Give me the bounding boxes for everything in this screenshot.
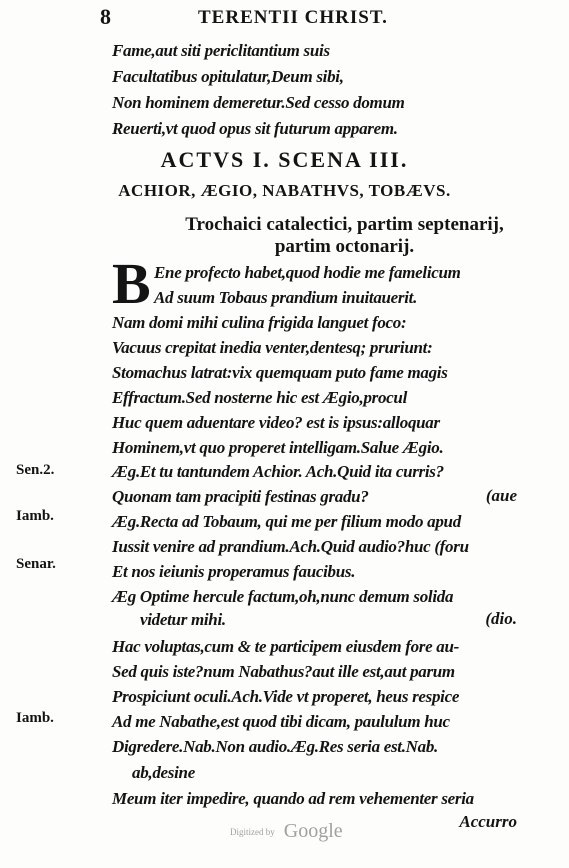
text-line: Huc quem aduentare video? est is ipsus:alloquar (112, 413, 440, 432)
margin-note: Senar. (16, 556, 56, 572)
text-line: Ene profecto habet,quod hodie me famelicum (154, 263, 461, 282)
text-line: ab,desine (132, 763, 195, 782)
text-line: Ad me Nabathe,est quod tibi dicam, paululum huc (112, 712, 450, 731)
text-line: Hac voluptas,cum & te participem eiusdem fore au- (112, 637, 459, 656)
turnover-text: (aue (485, 486, 517, 505)
digitized-watermark (230, 820, 343, 843)
digitized-label: Digitized by (230, 827, 275, 838)
text-line: Quonam tam pracipiti festinas gradu? (112, 487, 369, 506)
text-line: Et nos ieiunis properamus faucibus. (112, 562, 356, 581)
act-scene-title: ACTVS I. SCENA III. (160, 147, 409, 172)
text-line: Vacuus crepitat inedia venter,dentesq; pruriunt: (112, 338, 433, 357)
turnover-text: (dio. (485, 609, 517, 628)
text-line: Effractum.Sed nosterne hic est Ægio,procul (112, 388, 407, 407)
text-line: Æg.Recta ad Tobaum, qui me per filium modo apud (112, 512, 461, 531)
text-line: Digredere.Nab.Non audio.Æg.Res seria est.Nab. (112, 737, 439, 756)
text-line: Reuerti,vt quod opus sit futurum apparem. (112, 119, 398, 138)
margin-note: Iamb. (16, 710, 54, 726)
catchword: Accurro (459, 812, 517, 831)
text-line: Prospiciunt oculi.Ach.Vide vt properet, heus respice (112, 687, 460, 706)
page-header (0, 4, 569, 28)
text-line: Æg.Et tu tantundem Achior. Ach.Quid ita curris? (112, 462, 444, 481)
text-line: videtur mihi. (140, 610, 226, 629)
text-line: Sed quis iste?num Nabathus?aut ille est,aut parum (112, 662, 455, 681)
google-logo: Google (283, 820, 343, 842)
text-line: Æg Optime hercule factum,oh,nunc demum solida (112, 587, 454, 606)
text-line: Nam domi mihi culina frigida languet foco: (112, 313, 407, 332)
drop-cap: B (112, 251, 151, 316)
text-line: Facultatibus opitulatur,Deum sibi, (112, 67, 344, 86)
page-number: 8 (100, 4, 111, 29)
meter-note-line2: partim octonarij. (274, 236, 415, 257)
text-line: Meum iter impedire, quando ad rem vehementer seria (112, 789, 474, 808)
text-line: Fame,aut siti periclitantium suis (112, 41, 330, 60)
text-line: Iussit venire ad prandium.Ach.Quid audio?huc (foru (112, 537, 469, 556)
margin-note: Iamb. (16, 508, 54, 524)
cast-list: ACHIOR, ÆGIO, NABATHVS, TOBÆVS. (118, 181, 451, 200)
text-line: Ad suum Tobaus prandium inuitauerit. (154, 288, 418, 307)
text-line: Hominem,vt quo properet intelligam.Salue Ægio. (112, 438, 444, 457)
text-line: Non hominem demeretur.Sed cesso domum (112, 93, 405, 112)
meter-note-line1: Trochaici catalectici, partim septenarij, (185, 214, 504, 235)
text-line: Stomachus latrat:vix quemquam puto fame magis (112, 363, 448, 382)
margin-note: Sen.2. (16, 462, 55, 478)
running-head: TERENTII CHRIST. (198, 7, 388, 28)
